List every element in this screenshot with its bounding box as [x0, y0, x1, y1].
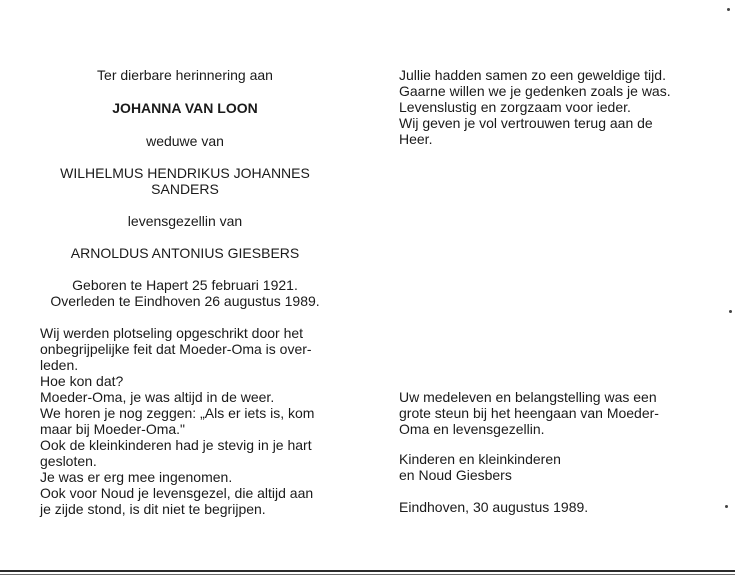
poem-line: Wij geven je vol vertrouwen terug aan de [399, 115, 653, 131]
bottom-edge-line [0, 570, 735, 572]
poem-line: Jullie hadden samen zo een geweldige tijd. [399, 67, 666, 83]
husband-line-2: SANDERS [151, 181, 219, 197]
deceased-name [40, 100, 330, 116]
widow-label [40, 133, 330, 149]
bottom-edge-line [0, 574, 735, 575]
intro-text [40, 67, 330, 83]
memorial-text [40, 325, 314, 517]
thanks-line: Uw medeleven en belangstelling was een [399, 389, 657, 405]
text-line: gesloten. [40, 453, 97, 469]
signature [399, 451, 561, 483]
dates [40, 277, 330, 309]
text-line: Ook de kleinkinderen had je stevig in je hart [40, 437, 312, 453]
husband-line-1: WILHELMUS HENDRIKUS JOHANNES [60, 165, 310, 181]
text-line: Moeder-Oma, je was altijd in de weer. [40, 389, 275, 405]
thanks-line: grote steun bij het heengaan van Moeder- [399, 405, 659, 421]
intro-line: Ter dierbare herinnering aan [97, 67, 273, 83]
text-line: Hoe kon dat? [40, 373, 124, 389]
poem [399, 67, 699, 147]
poem-line: Levenslustig en zorgzaam voor ieder. [399, 99, 631, 115]
partner-name [40, 245, 330, 261]
partner-label [40, 213, 330, 229]
poem-line: Heer. [399, 131, 433, 147]
partner-label-line: levensgezellin van [127, 213, 243, 229]
text-line: We horen je nog zeggen: „Als er iets is, kom [40, 405, 315, 421]
thanks-line: Oma en levensgezellin. [399, 421, 545, 437]
signature-line-1: Kinderen en kleinkinderen [399, 451, 561, 467]
poem-line: Gaarne willen we je gedenken zoals je was. [399, 83, 671, 99]
place-date-line: Eindhoven, 30 augustus 1989. [399, 499, 589, 515]
text-line: Wij werden plotseling opgeschrikt door het [40, 325, 304, 341]
name-line: JOHANNA VAN LOON [112, 100, 258, 116]
scan-speck [727, 8, 730, 11]
text-line: maar bij Moeder-Oma." [40, 421, 186, 437]
text-line: leden. [40, 357, 79, 373]
text-line: je zijde stond, is dit niet te begrijpen. [40, 501, 266, 517]
scan-speck [729, 310, 732, 313]
place-date [399, 499, 588, 515]
text-line: onbegrijpelijke feit dat Moeder-Oma is over- [40, 341, 312, 357]
partner-name-line: ARNOLDUS ANTONIUS GIESBERS [70, 245, 300, 261]
born-line: Geboren te Hapert 25 februari 1921. [72, 277, 298, 293]
text-line: Je was er erg mee ingenomen. [40, 469, 233, 485]
husband-name [40, 165, 330, 197]
scan-speck [725, 505, 728, 508]
thanks-text [399, 389, 659, 437]
died-line: Overleden te Eindhoven 26 augustus 1989. [50, 293, 320, 309]
signature-line-2: en Noud Giesbers [399, 467, 512, 483]
widow-line: weduwe van [146, 133, 224, 149]
text-line: Ook voor Noud je levensgezel, die altijd aan [40, 485, 314, 501]
